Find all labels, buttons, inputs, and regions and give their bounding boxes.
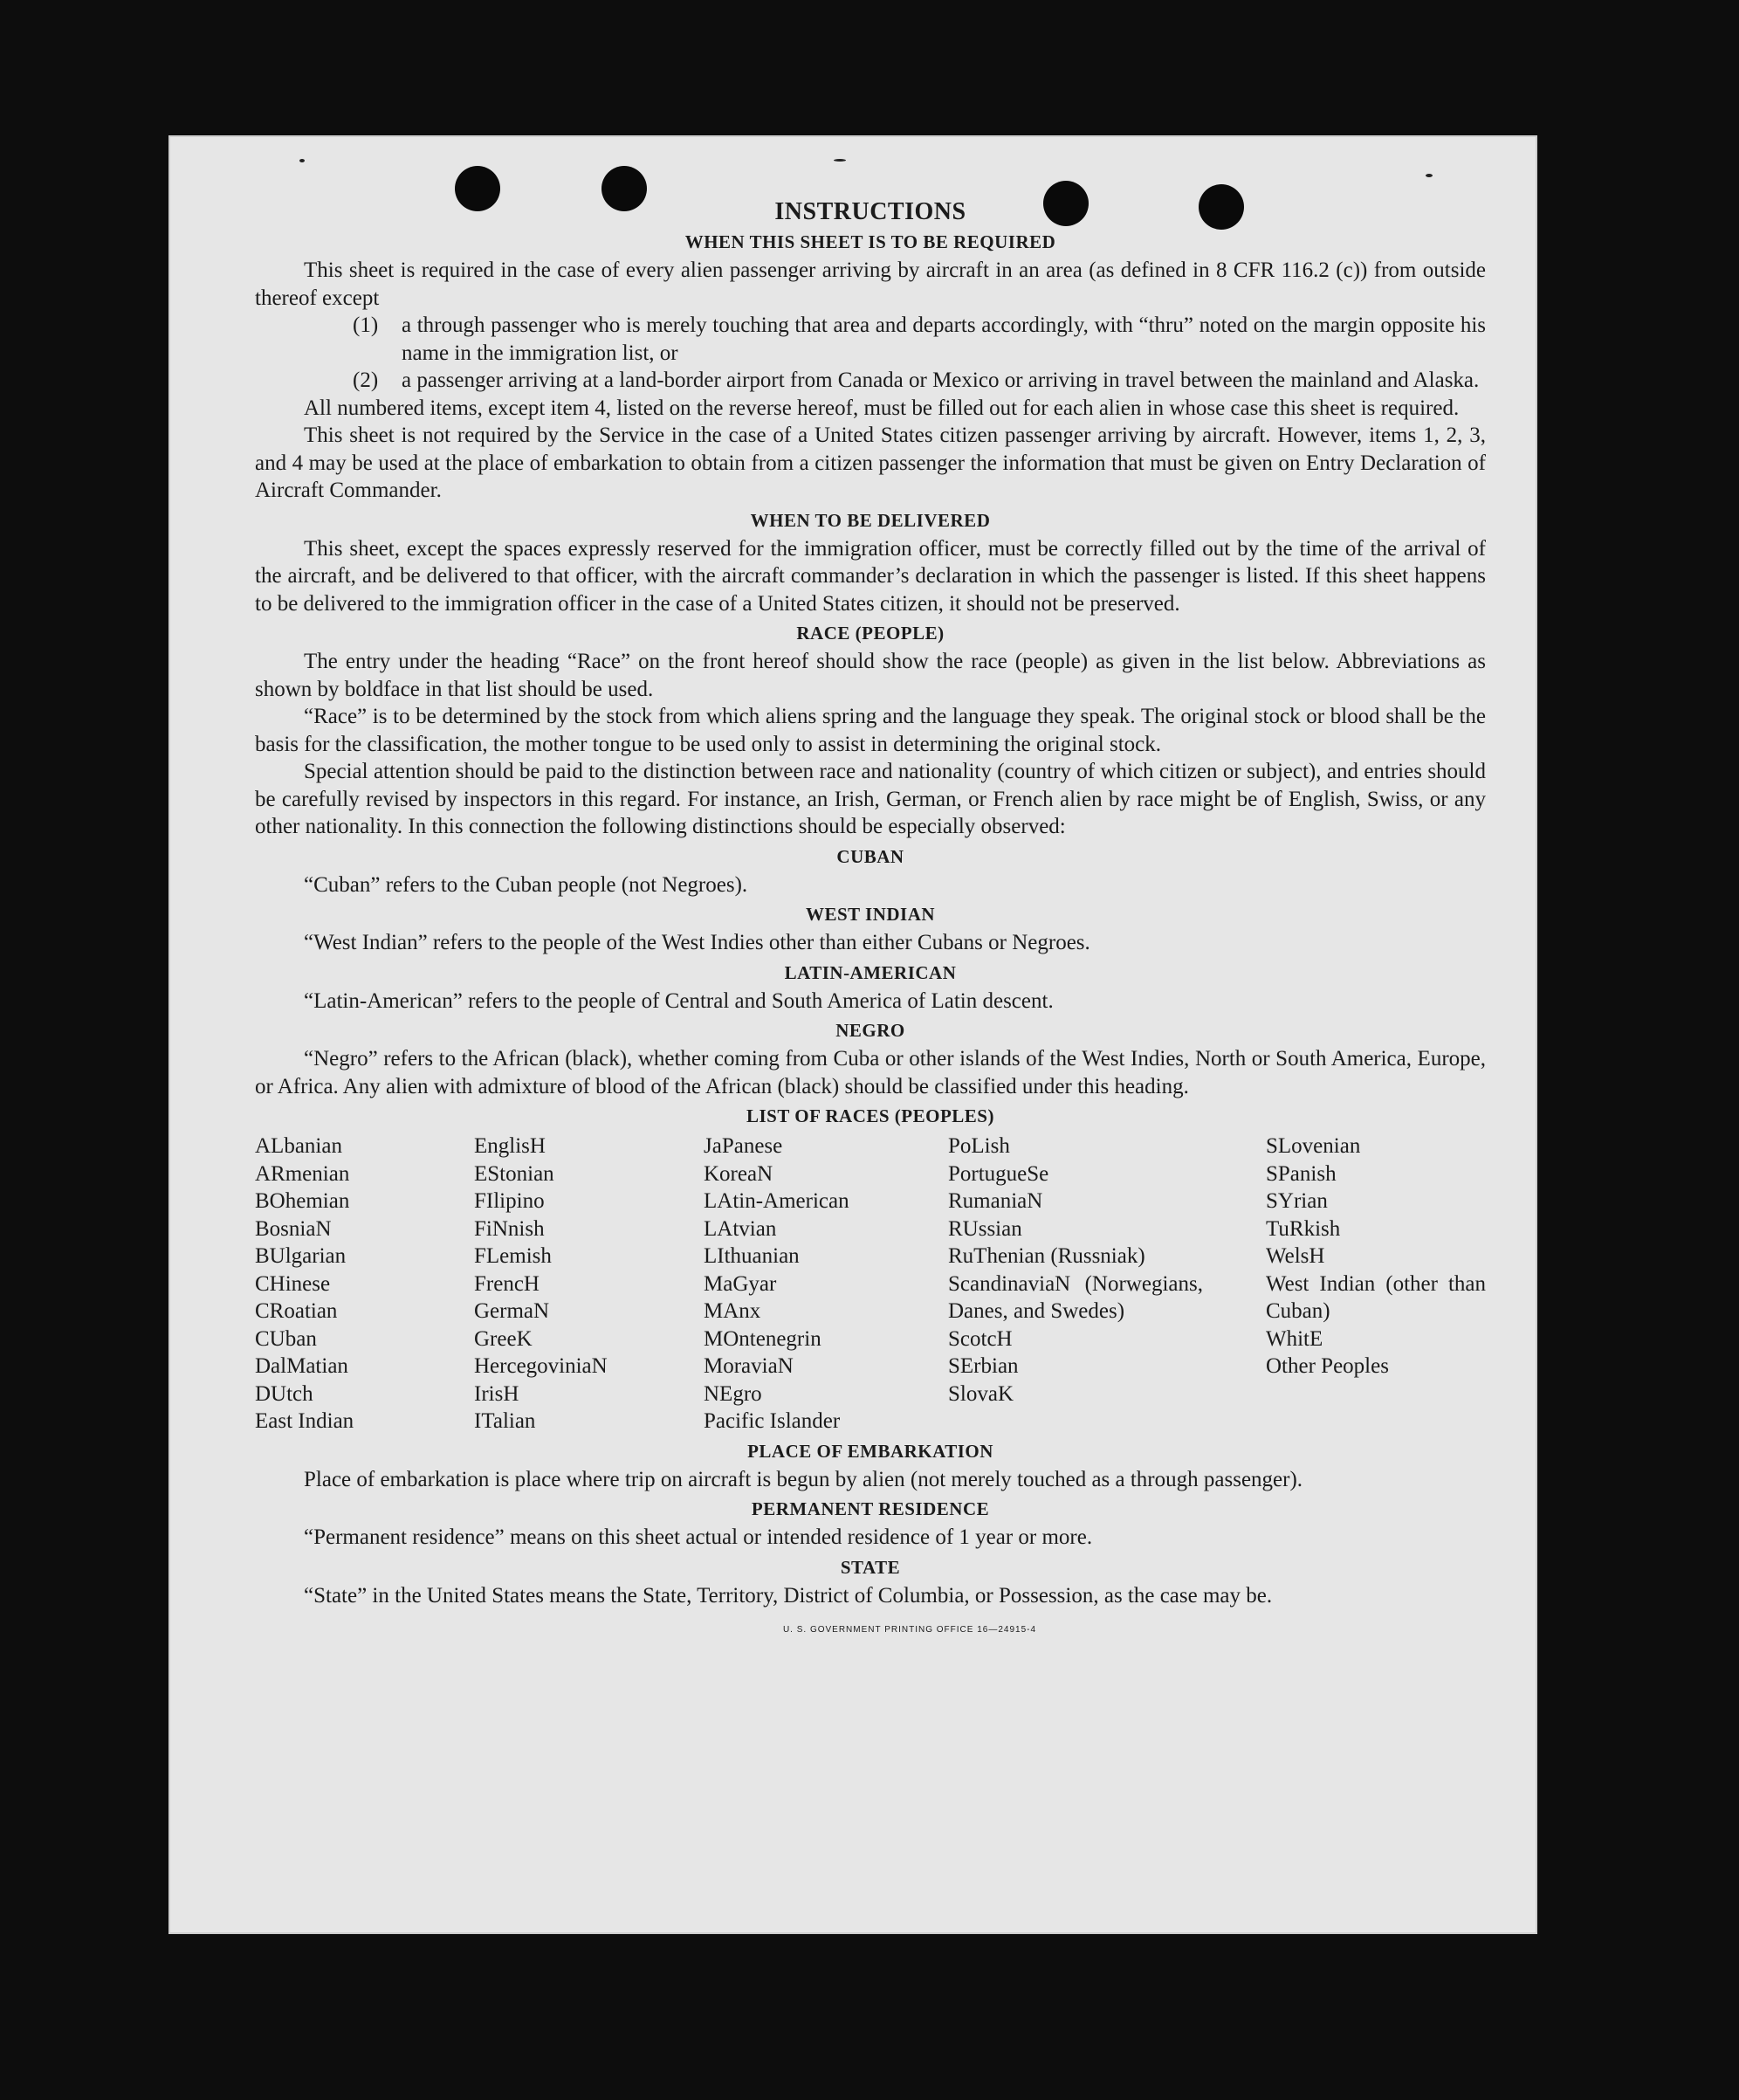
race-entry: LAtin-American (704, 1189, 849, 1213)
race-entry: FLemish (474, 1244, 552, 1268)
races-column-1 (255, 1133, 474, 1436)
races-column-5 (1266, 1133, 1486, 1436)
race-entry: HercegoviniaN (474, 1354, 608, 1378)
race-entry: ALbanian (255, 1134, 342, 1158)
heading-list-of-races: LIST OF RACES (PEOPLES) (746, 1105, 994, 1126)
race-entry: MaGyar (704, 1271, 777, 1296)
race-paragraph-2: “Race” is to be determined by the stock from which aliens spring and the language they speak. The original stock or blood shall be the basis for the classification, the mother tongue to be used only to assist in determining the original stock. (255, 705, 1486, 756)
item-text: a passenger arriving at a land-border airport from Canada or Mexico or arriving in travel between the mainland and Alaska. (402, 368, 1480, 392)
exception-item-1 (353, 312, 1486, 367)
race-entry-scandinavian: ScandinaviaN (Norwegians, Danes, and Swedes) (948, 1271, 1203, 1323)
races-column-2 (474, 1133, 704, 1436)
state-text: “State” in the United States means the State, Territory, District of Columbia, or Possession, as the case may be. (304, 1583, 1273, 1608)
race-entry: NEgro (704, 1381, 762, 1406)
heading-delivered: WHEN TO BE DELIVERED (750, 509, 991, 531)
race-entry: LAtvian (704, 1216, 777, 1241)
item-number: (1) (353, 313, 379, 337)
race-entry: RumaniaN (948, 1189, 1043, 1213)
race-entry: SPanish (1266, 1161, 1337, 1186)
race-entry: WhitE (1266, 1326, 1323, 1351)
printing-office-footer: U. S. GOVERNMENT PRINTING OFFICE 16—24915-4 (782, 1625, 1037, 1635)
race-entry: LIthuanian (704, 1244, 800, 1268)
race-entry: MAnx (704, 1299, 761, 1323)
race-entry: MoraviaN (704, 1354, 794, 1378)
race-entry: EnglisH (474, 1134, 546, 1158)
heading-cuban: CUBAN (836, 845, 904, 867)
race-entry: SYrian (1266, 1189, 1328, 1213)
race-entry: East Indian (255, 1409, 354, 1433)
race-entry: GermaN (474, 1299, 550, 1323)
item-number: (2) (353, 368, 379, 392)
heading-negro: NEGRO (835, 1020, 905, 1041)
race-entry: CHinese (255, 1271, 331, 1296)
race-entry: ITalian (474, 1409, 536, 1433)
cuban-text: “Cuban” refers to the Cuban people (not Negroes). (304, 872, 748, 897)
ink-speck (299, 159, 305, 162)
required-intro: This sheet is required in the case of every alien passenger arriving by aircraft in an area (as defined in 8 CFR 116.2 (c)) from outside thereof except (255, 258, 1486, 310)
exception-item-2 (353, 367, 1486, 395)
race-entry: BosniaN (255, 1216, 332, 1241)
heading-embarkation: PLACE OF EMBARKATION (747, 1440, 993, 1462)
race-entry: MOntenegrin (704, 1326, 821, 1351)
race-entry: RuThenian (Russniak) (948, 1244, 1145, 1268)
race-entry: BUlgarian (255, 1244, 347, 1268)
race-entry: FiNnish (474, 1216, 545, 1241)
races-column-3 (704, 1133, 948, 1436)
race-entry: Pacific Islander (704, 1409, 841, 1433)
heading-state: STATE (840, 1556, 901, 1578)
ink-speck (1426, 174, 1433, 177)
race-entry: PortugueSe (948, 1161, 1049, 1186)
heading-permanent-residence: PERMANENT RESIDENCE (751, 1498, 990, 1519)
heading-race: RACE (PEOPLE) (796, 623, 945, 644)
race-entry: DUtch (255, 1381, 313, 1406)
required-paragraph-3: This sheet is not required by the Service in the case of a United States citizen passenger arriving by aircraft. However, items 1, 2, 3, and 4 may be used at the place of embarkation to obtain from a citizen passenger the information that must be given on Entry Declaration of Aircraft Commander. (255, 423, 1486, 502)
race-entry: BOhemian (255, 1189, 350, 1213)
race-entry: KoreaN (704, 1161, 773, 1186)
latin-american-text: “Latin-American” refers to the people of Central and South America of Latin descent. (304, 988, 1054, 1013)
race-entry: SErbian (948, 1354, 1019, 1378)
west-indian-text: “West Indian” refers to the people of the West Indies other than either Cubans or Negroes. (304, 931, 1090, 954)
race-entry: GreeK (474, 1326, 533, 1351)
race-paragraph-3: Special attention should be paid to the distinction between race and nationality (country of which citizen or subject), and entries should be carefully revised by inspectors in this regard. For instance, an Irish, German, or French alien by race might be of English, Swiss, or any other nationality. In this connection the following distinctions should be especially observed: (255, 760, 1486, 838)
race-entry: CRoatian (255, 1299, 338, 1323)
race-entry: PoLish (948, 1134, 1010, 1158)
race-entry: EStonian (474, 1161, 554, 1186)
instructions-content (255, 198, 1486, 1635)
race-entry: ScotcH (948, 1326, 1013, 1351)
race-entry: WelsH (1266, 1244, 1325, 1268)
races-column-4 (948, 1133, 1203, 1436)
race-entry: TuRkish (1266, 1216, 1341, 1241)
required-paragraph-2: All numbered items, except item 4, listed on the reverse hereof, must be filled out for each alien in whose case this sheet is required. (304, 396, 1460, 420)
race-entry: SLovenian (1266, 1134, 1361, 1158)
race-entry: DalMatian (255, 1354, 348, 1378)
page-title: INSTRUCTIONS (774, 198, 966, 225)
heading-required: WHEN THIS SHEET IS TO BE REQUIRED (684, 231, 1056, 252)
race-paragraph-1: The entry under the heading “Race” on the front hereof should show the race (people) as given in the list below. Abbreviations as shown by boldface in that list should be used. (255, 650, 1486, 701)
race-entry: RUssian (948, 1216, 1022, 1241)
negro-text: “Negro” refers to the African (black), whether coming from Cuba or other islands of the West Indies, North or South America, Europe, or Africa. Any alien with admixture of blood of the African (black) should be classified under this heading. (255, 1047, 1486, 1098)
embarkation-text: Place of embarkation is place where trip on aircraft is begun by alien (not merely touched as a through passenger). (304, 1467, 1303, 1491)
race-entry: JaPanese (704, 1134, 783, 1158)
race-entry: Other Peoples (1266, 1354, 1389, 1378)
race-entry-west-indian: West Indian (other than Cuban) (1266, 1271, 1486, 1323)
race-entry: ARmenian (255, 1161, 350, 1186)
race-entry: SlovaK (948, 1381, 1014, 1406)
race-entry: CUban (255, 1326, 317, 1351)
race-entry: FrencH (474, 1271, 540, 1296)
item-text: a through passenger who is merely touching that area and departs accordingly, with “thru” noted on the margin opposite his name in the immigration list, or (402, 313, 1486, 365)
heading-west-indian: WEST INDIAN (805, 904, 936, 925)
race-entry: FIlipino (474, 1189, 545, 1213)
races-list (255, 1133, 1486, 1436)
race-entry: IrisH (474, 1381, 519, 1406)
heading-latin-american: LATIN-AMERICAN (784, 961, 957, 983)
residence-text: “Permanent residence” means on this sheet actual or intended residence of 1 year or more. (304, 1525, 1093, 1549)
document-sheet (168, 135, 1537, 1934)
ink-speck (834, 159, 846, 162)
delivered-text: This sheet, except the spaces expressly reserved for the immigration officer, must be correctly filled out by the time of the arrival of the aircraft, and be delivered to that officer, with the aircraft commander’s declaration in which the passenger is listed. If this sheet happens to be delivered to the immigration officer in the case of a United States citizen, it should not be preserved. (255, 536, 1486, 616)
